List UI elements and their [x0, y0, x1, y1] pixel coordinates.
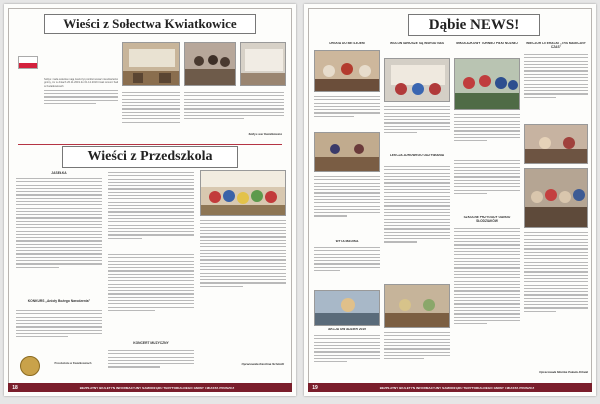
col1-text-a	[314, 96, 380, 130]
col4-text-b	[524, 232, 588, 364]
col2-text-b	[384, 166, 450, 282]
betlejem-photo	[314, 50, 380, 92]
seal-caption: Przedszkole w Kwiatkowicach	[54, 362, 92, 365]
betlejem-photo-2	[314, 132, 380, 172]
przedszkole-header	[62, 146, 238, 168]
przedszkole-text-col2	[108, 172, 194, 252]
wyta-heading: WYTA MAGIKA	[335, 240, 359, 243]
przedszkole-text-col2b	[108, 254, 194, 344]
koncert-heading: KONCERT MUZYCZNY	[133, 341, 169, 345]
page-number-right: 19	[312, 384, 318, 391]
col2-text-c	[384, 332, 450, 380]
przedszkole-text-col3	[200, 220, 286, 310]
koncert-text	[108, 350, 194, 376]
section-divider	[18, 144, 282, 145]
footer-text-left: BEZPŁATNY BIULETYN INFORMACYJNY SAMORZĄDU TERYTORIALNEGO GMINY I MIASTA PRUSZCZ	[79, 385, 235, 390]
col3-text-a	[454, 114, 520, 158]
jaselka-photo	[200, 170, 286, 216]
przedszkole-seal-icon	[20, 356, 40, 376]
przedszkole-text-col1	[16, 178, 102, 282]
col1-text-b	[314, 176, 380, 240]
solectwo-header	[44, 14, 256, 34]
turniej-photo	[454, 58, 520, 110]
solectwo-intro: Sołtys i rada sołecka mają zaszczyt poinformować mieszkańców gminy, że w dniach 20.11.2019 do 01.12.2019 trwał remont Sali w Kwiatkowicach	[44, 78, 118, 88]
sala-photo-1	[122, 42, 180, 86]
wieczor-photo-2	[524, 168, 588, 228]
soltys-caption: Sołtys wsi Kwiatkowice	[248, 132, 282, 136]
poland-flag-icon	[18, 56, 38, 69]
wolontariusze-photo	[384, 58, 450, 102]
sala-photo-2	[184, 42, 236, 86]
left-page	[4, 4, 296, 396]
lekcja-heading: LEKCJA ZDROWEGO ODŻYWIANIA	[389, 154, 445, 157]
wieczor-photo-1	[524, 124, 588, 164]
dabie-signature: Opracowała Monika Pakuła-Kitniał	[539, 370, 588, 374]
solectwo-text-col1	[44, 78, 118, 138]
right-page	[304, 4, 596, 396]
konkurs-heading: KONKURS „Anioły Bożego Narodzenia"	[27, 299, 91, 303]
wyta-photo	[314, 290, 380, 326]
col1-heading: DROGA DO BETLEJEM	[329, 42, 365, 45]
col1-text-c	[314, 247, 380, 287]
col2-text-a	[384, 106, 450, 150]
col3-heading: MIKOŁAJKOWY TURNIEJ PIŁKI NOŻNEJ	[456, 42, 518, 45]
col2-heading: WOLONTARIUSZE SĄ WŚRÓD NAS	[390, 42, 444, 45]
page-number-left: 18	[12, 384, 18, 391]
col4-heading: WIECZÓR LITERACKI „TRS MAGICZNY CZAS"	[526, 42, 586, 49]
solectwo-title: Wieści z Sołectwa Kwiatkowice	[63, 16, 237, 31]
jaselka-heading: JASEŁKA	[51, 171, 67, 175]
dabie-header	[408, 14, 540, 36]
col4-text-a	[524, 54, 588, 124]
konkurs-text	[16, 310, 102, 350]
footer-text-right: BEZPŁATNY BIULETYN INFORMACYJNY SAMORZĄDU TERYTORIALNEGO GMINY I MIASTA PRUSZCZ	[379, 385, 535, 390]
lekcja-photo	[384, 284, 450, 328]
szkolne-heading: SZKOLNE PRZYGODY GANGU SŁODZIAKÓW	[463, 216, 511, 223]
col3-text-c	[454, 228, 520, 376]
sala-photo-3	[240, 42, 286, 86]
dabie-title: Dąbie NEWS!	[428, 16, 520, 33]
right-footer	[308, 383, 592, 392]
przedszkole-title: Wieści z Przedszkola	[87, 149, 213, 164]
przedszkole-signature: Opracowała Karolina Schmidt	[241, 362, 284, 366]
col3-text-b	[454, 160, 520, 212]
col1-text-d	[314, 335, 380, 379]
left-footer	[8, 383, 292, 392]
solectwo-text-col2	[122, 92, 180, 138]
akcja-heading: AKCJA ÓW ADZIER 2019	[328, 328, 366, 331]
